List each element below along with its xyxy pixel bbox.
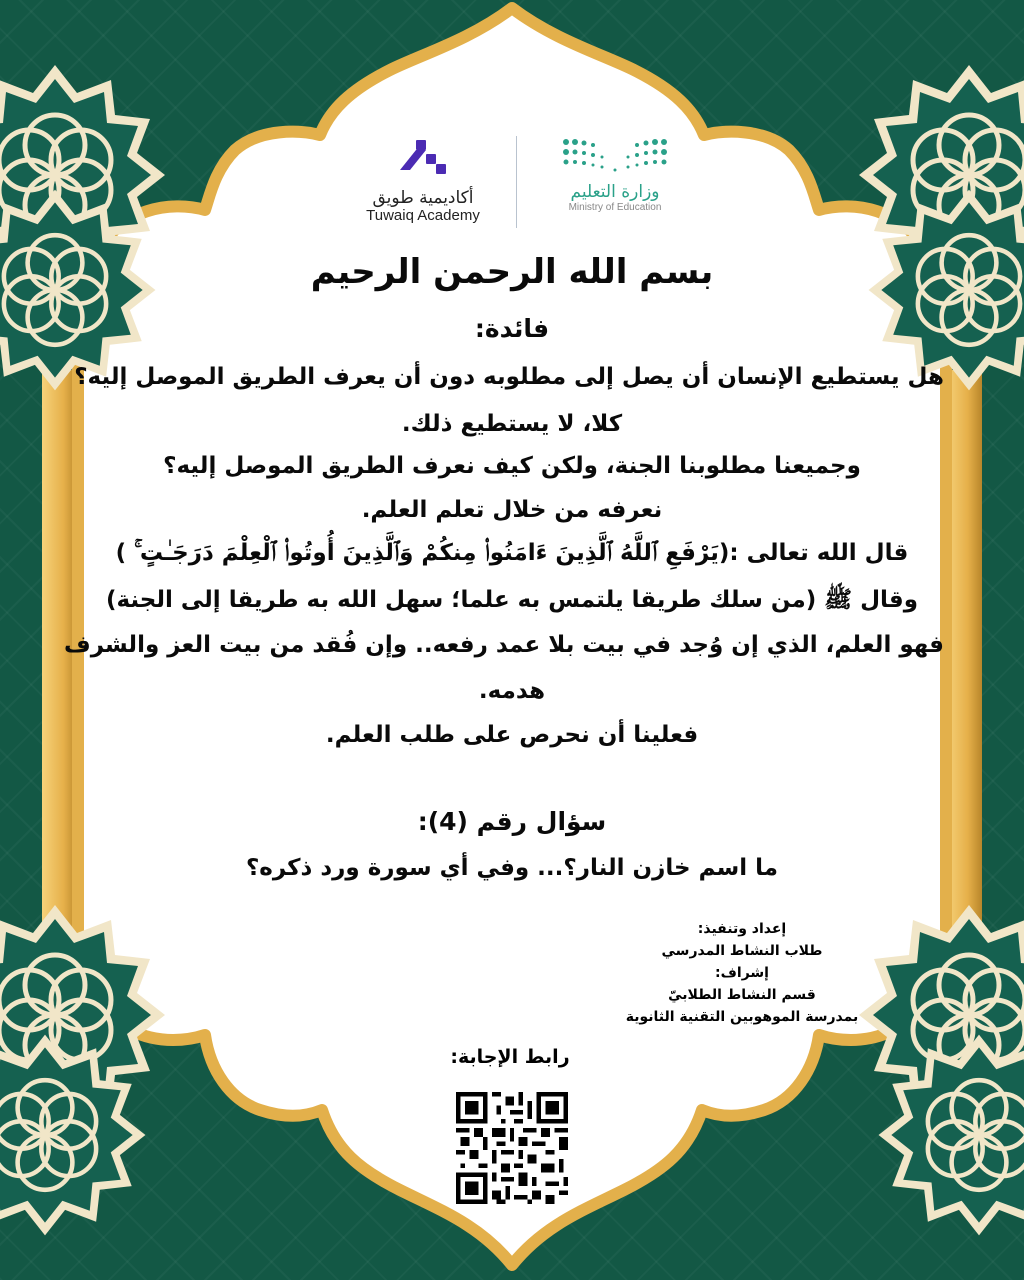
moe-arabic-name: وزارة التعليم bbox=[570, 182, 660, 202]
question-text: ما اسم خازن النار؟... وفي أي سورة ورد ذكره؟ bbox=[245, 855, 779, 881]
body-line-4: نعرفه من خلال تعلم العلم. bbox=[361, 497, 663, 523]
tuwaiq-arabic-name: أكاديمية طويق bbox=[372, 188, 474, 208]
tuwaiq-english-name: Tuwaiq Academy bbox=[366, 207, 480, 224]
body-line-9: فعلينا أن نحرص على طلب العلم. bbox=[325, 722, 699, 748]
logos-header bbox=[350, 136, 680, 231]
answer-link-label: رابط الإجابة: bbox=[450, 1046, 570, 1068]
tuwaiq-mark-icon bbox=[396, 136, 450, 180]
tuwaiq-academy-logo bbox=[358, 136, 488, 223]
quran-verse-line: قال الله تعالى :(يَرْفَعِ ٱللَّهُ ٱلَّذِينَ ءَامَنُوا۟ مِنكُمْ وَٱلَّذِينَ أُوتُوا۟ ٱلْعِلْمَ دَرَجَـٰتٍ ۚ ) bbox=[115, 540, 909, 566]
qr-code-icon[interactable] bbox=[456, 1092, 568, 1204]
moe-dots-icon bbox=[560, 136, 670, 176]
body-line-2: كلا، لا يستطيع ذلك. bbox=[401, 411, 623, 437]
prepared-label: إعداد وتنفيذ: bbox=[697, 921, 787, 937]
body-line-7: فهو العلم، الذي إن وُجد في بيت بلا عمد رفعه.. وإن فُقد من بيت العز والشرف bbox=[64, 632, 944, 658]
prepared-by: طلاب النشاط المدرسي bbox=[661, 943, 823, 959]
supervisor: قسم النشاط الطلابيّ bbox=[668, 987, 816, 1003]
credits-block bbox=[612, 918, 872, 1028]
question-label: سؤال رقم (4): bbox=[417, 807, 607, 836]
school-name: بمدرسة الموهوبين التقنية الثانوية bbox=[625, 1009, 859, 1025]
supervision-label: إشراف: bbox=[715, 965, 769, 981]
ministry-of-education-logo bbox=[550, 136, 680, 213]
rosette-ornament-left-lower bbox=[0, 1030, 150, 1240]
body-line-1: هل يستطيع الإنسان أن يصل إلى مطلوبه دون أن يعرف الطريق الموصل إليه؟ bbox=[74, 364, 944, 390]
body-line-8: هدمه. bbox=[478, 678, 546, 704]
basmala-title: بسم الله الرحمن الرحيم bbox=[310, 252, 714, 292]
hadith-line: وقال ﷺ (من سلك طريقا يلتمس به علما؛ سهل الله به طريقا إلى الجنة) bbox=[105, 587, 919, 613]
moe-english-name: Ministry of Education bbox=[568, 202, 662, 213]
benefit-heading: فائدة: bbox=[474, 314, 550, 343]
logo-divider bbox=[516, 136, 517, 228]
rosette-ornament-right-lower bbox=[874, 1030, 1024, 1240]
body-line-3: وجميعنا مطلوبنا الجنة، ولكن كيف نعرف الطريق الموصل إليه؟ bbox=[163, 453, 861, 479]
